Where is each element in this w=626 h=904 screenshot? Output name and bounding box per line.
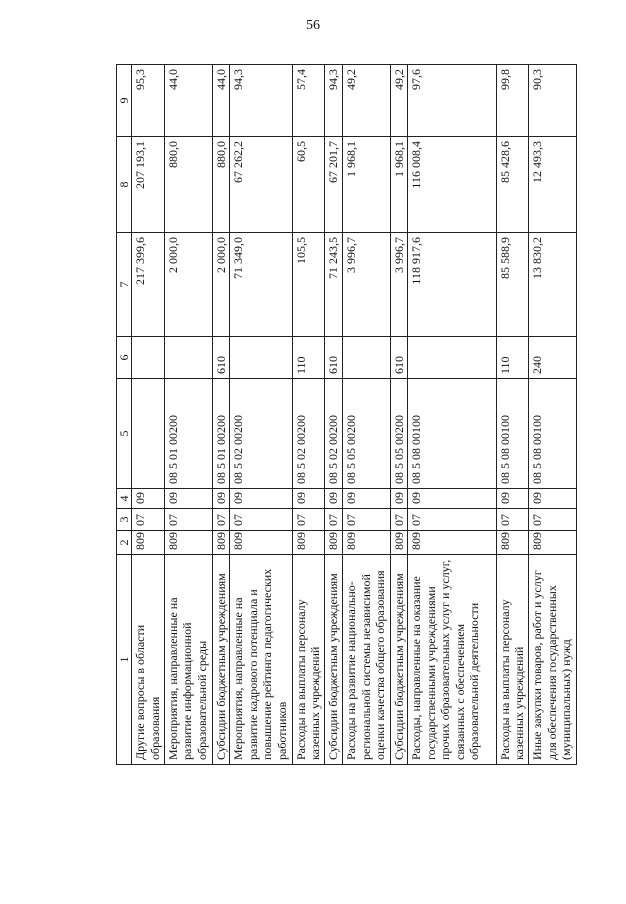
- expense-type-code: 110: [496, 337, 529, 379]
- planned-amount: 13 830,2: [529, 233, 577, 337]
- table-row: [529, 65, 577, 765]
- target-article-code: 08 5 05 00200: [343, 379, 390, 489]
- section-code: 07: [408, 509, 496, 531]
- subsection-code: 09: [292, 489, 325, 509]
- planned-amount: 85 588,9: [496, 233, 529, 337]
- execution-percent: 95,3: [132, 65, 165, 137]
- execution-percent: 90,3: [529, 65, 577, 137]
- executed-amount: 1 968,1: [390, 137, 408, 233]
- expense-type-code: [230, 337, 292, 379]
- ministry-code: 809: [496, 531, 529, 555]
- executed-amount: 116 008,4: [408, 137, 496, 233]
- planned-amount: 105,5: [292, 233, 325, 337]
- execution-percent: 99,8: [496, 65, 529, 137]
- executed-amount: 67 201,7: [325, 137, 343, 233]
- target-article-code: 08 5 02 00200: [292, 379, 325, 489]
- subsection-code: 09: [230, 489, 292, 509]
- header-cell: 1: [117, 555, 132, 765]
- planned-amount: 3 996,7: [343, 233, 390, 337]
- row-name: Субсидии бюджетным учреждениям: [390, 555, 408, 765]
- table-row: [343, 65, 390, 765]
- target-article-code: 08 5 08 00100: [408, 379, 496, 489]
- row-name: Расходы на выплаты персоналу казенных учреждений: [496, 555, 529, 765]
- row-name: Мероприятия, направленные на развитие кадрового потенциала и повышение рейтинга педагогических работников: [230, 555, 292, 765]
- ministry-code: 809: [529, 531, 577, 555]
- header-cell: 9: [117, 65, 132, 137]
- subsection-code: 09: [132, 489, 165, 509]
- header-cell: 7: [117, 233, 132, 337]
- planned-amount: 217 399,6: [132, 233, 165, 337]
- table-row: [230, 65, 292, 765]
- table-row: [390, 65, 408, 765]
- target-article-code: 08 5 05 00200: [390, 379, 408, 489]
- subsection-code: 09: [390, 489, 408, 509]
- subsection-code: 09: [496, 489, 529, 509]
- planned-amount: 118 917,6: [408, 233, 496, 337]
- section-code: 07: [390, 509, 408, 531]
- table-header-row: [117, 65, 132, 765]
- subsection-code: 09: [325, 489, 343, 509]
- table-row: [408, 65, 496, 765]
- executed-amount: 60,5: [292, 137, 325, 233]
- header-cell: 8: [117, 137, 132, 233]
- rotated-table: [116, 65, 577, 765]
- row-name: Иные закупки товаров, работ и услуг для обеспечения государственных (муниципальных) нужд: [529, 555, 577, 765]
- row-name: Мероприятия, направленные на развитие информационной образовательной среды: [165, 555, 212, 765]
- execution-percent: 94,3: [325, 65, 343, 137]
- ministry-code: 809: [292, 531, 325, 555]
- section-code: 07: [230, 509, 292, 531]
- ministry-code: 809: [165, 531, 212, 555]
- section-code: 07: [292, 509, 325, 531]
- planned-amount: 3 996,7: [390, 233, 408, 337]
- execution-percent: 94,3: [230, 65, 292, 137]
- table-row: [325, 65, 343, 765]
- executed-amount: 1 968,1: [343, 137, 390, 233]
- executed-amount: 880,0: [165, 137, 212, 233]
- section-code: 07: [343, 509, 390, 531]
- row-name: Другие вопросы в области образования: [132, 555, 165, 765]
- expense-type-code: 240: [529, 337, 577, 379]
- execution-percent: 49,2: [390, 65, 408, 137]
- expense-type-code: 110: [292, 337, 325, 379]
- executed-amount: 880,0: [212, 137, 230, 233]
- section-code: 07: [165, 509, 212, 531]
- planned-amount: 71 349,0: [230, 233, 292, 337]
- header-cell: 4: [117, 489, 132, 509]
- expense-type-code: 610: [325, 337, 343, 379]
- subsection-code: 09: [529, 489, 577, 509]
- expense-type-code: [165, 337, 212, 379]
- expense-type-code: [408, 337, 496, 379]
- target-article-code: [132, 379, 165, 489]
- budget-table: [116, 64, 577, 765]
- section-code: 07: [325, 509, 343, 531]
- table-row: [292, 65, 325, 765]
- header-cell: 5: [117, 379, 132, 489]
- section-code: 07: [212, 509, 230, 531]
- subsection-code: 09: [408, 489, 496, 509]
- header-cell: 6: [117, 337, 132, 379]
- expense-type-code: [343, 337, 390, 379]
- section-code: 07: [529, 509, 577, 531]
- ministry-code: 809: [230, 531, 292, 555]
- ministry-code: 809: [343, 531, 390, 555]
- ministry-code: 809: [325, 531, 343, 555]
- execution-percent: 44,0: [165, 65, 212, 137]
- header-cell: 3: [117, 509, 132, 531]
- section-code: 07: [496, 509, 529, 531]
- table-row: [212, 65, 230, 765]
- target-article-code: 08 5 08 00100: [496, 379, 529, 489]
- executed-amount: 12 493,3: [529, 137, 577, 233]
- row-name: Расходы на развитие национально-региональной системы независимой оценки качества общего образования: [343, 555, 390, 765]
- expense-type-code: 610: [390, 337, 408, 379]
- page-number: 56: [306, 18, 320, 33]
- ministry-code: 809: [212, 531, 230, 555]
- rotated-table-frame: [116, 65, 577, 765]
- subsection-code: 09: [212, 489, 230, 509]
- target-article-code: 08 5 08 00100: [529, 379, 577, 489]
- execution-percent: 57,4: [292, 65, 325, 137]
- target-article-code: 08 5 01 00200: [212, 379, 230, 489]
- subsection-code: 09: [343, 489, 390, 509]
- subsection-code: 09: [165, 489, 212, 509]
- planned-amount: 71 243,5: [325, 233, 343, 337]
- target-article-code: 08 5 01 00200: [165, 379, 212, 489]
- ministry-code: 809: [132, 531, 165, 555]
- row-name: Расходы, направленные на оказание государственными учреждениями прочих образовательных услуг и услуг, связанных с обеспечением образовательной деятельности: [408, 555, 496, 765]
- expense-type-code: [132, 337, 165, 379]
- executed-amount: 207 193,1: [132, 137, 165, 233]
- row-name: Расходы на выплаты персоналу казенных учреждений: [292, 555, 325, 765]
- table-row: [132, 65, 165, 765]
- execution-percent: 97,6: [408, 65, 496, 137]
- expense-type-code: 610: [212, 337, 230, 379]
- row-name: Субсидии бюджетным учреждениям: [325, 555, 343, 765]
- target-article-code: 08 5 02 00200: [325, 379, 343, 489]
- planned-amount: 2 000,0: [212, 233, 230, 337]
- planned-amount: 2 000,0: [165, 233, 212, 337]
- executed-amount: 85 428,6: [496, 137, 529, 233]
- ministry-code: 809: [390, 531, 408, 555]
- header-cell: 2: [117, 531, 132, 555]
- row-name: Субсидии бюджетным учреждениям: [212, 555, 230, 765]
- target-article-code: 08 5 02 00200: [230, 379, 292, 489]
- execution-percent: 44,0: [212, 65, 230, 137]
- execution-percent: 49,2: [343, 65, 390, 137]
- executed-amount: 67 262,2: [230, 137, 292, 233]
- section-code: 07: [132, 509, 165, 531]
- ministry-code: 809: [408, 531, 496, 555]
- table-row: [496, 65, 529, 765]
- table-row: [165, 65, 212, 765]
